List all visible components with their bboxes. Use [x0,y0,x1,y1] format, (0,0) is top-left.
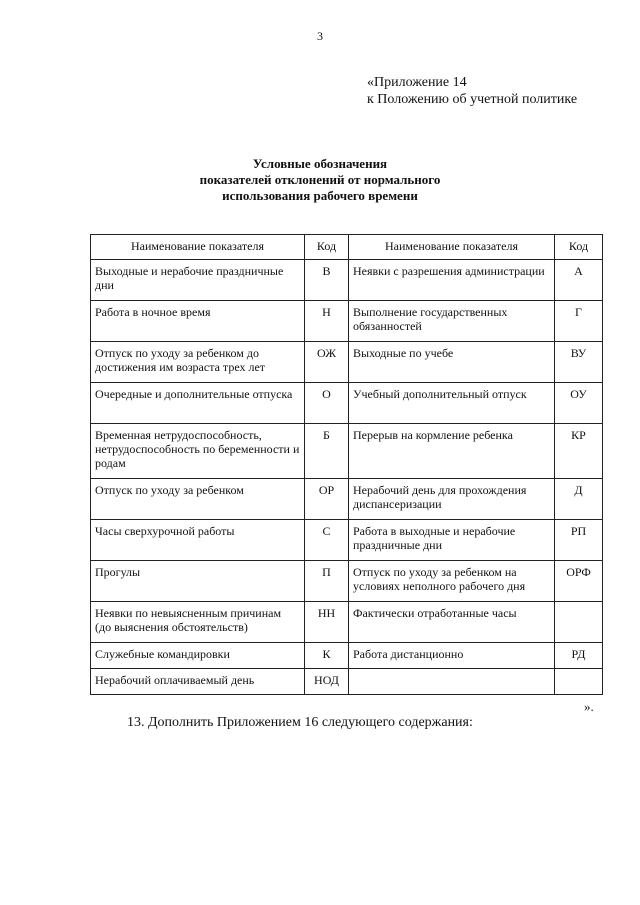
appendix-line-2: к Положению об учетной политике [367,92,578,107]
row-code-1: Б [305,424,349,479]
row-code-2: КР [555,424,603,479]
row-code-2: А [555,260,603,301]
row-name-1: Нерабочий оплачиваемый день [91,669,305,695]
table-row [91,643,603,669]
row-name-1: Очередные и дополнительные отпуска [91,383,305,424]
table-row [91,479,603,520]
codes-table [90,234,603,695]
document-title [0,156,640,204]
row-code-2: Д [555,479,603,520]
header-name-2: Наименование показателя [349,235,555,260]
row-name-2: Неявки с разрешения администрации [349,260,555,301]
row-code-1: В [305,260,349,301]
row-code-2 [555,669,603,695]
table-row [91,383,603,424]
row-code-1: ОЖ [305,342,349,383]
row-name-2: Выполнение государственных обязанностей [349,301,555,342]
header-name-1: Наименование показателя [91,235,305,260]
table-row [91,669,603,695]
row-name-1: Отпуск по уходу за ребенком [91,479,305,520]
row-name-2: Учебный дополнительный отпуск [349,383,555,424]
appendix-reference [367,74,577,108]
row-code-1: НОД [305,669,349,695]
table-row [91,520,603,561]
row-name-2: Работа в выходные и нерабочие праздничные дни [349,520,555,561]
row-name-2: Выходные по учебе [349,342,555,383]
row-name-2: Фактически отработанные часы [349,602,555,643]
row-code-1: НН [305,602,349,643]
row-code-2: Г [555,301,603,342]
title-line-3: использования рабочего времени [222,188,418,203]
row-name-2: Перерыв на кормление ребенка [349,424,555,479]
row-name-2 [349,669,555,695]
row-name-1: Часы сверхурочной работы [91,520,305,561]
title-line-2: показателей отклонений от нормального [199,172,441,187]
row-name-2: Работа дистанционно [349,643,555,669]
header-code-1: Код [305,235,349,260]
appendix-line-1: «Приложение 14 [367,75,467,90]
table-row [91,424,603,479]
row-code-1: П [305,561,349,602]
row-code-1: Н [305,301,349,342]
page-number: 3 [317,29,323,43]
row-code-2: ОРФ [555,561,603,602]
table-row [91,301,603,342]
row-name-1: Прогулы [91,561,305,602]
row-code-2: ОУ [555,383,603,424]
table-row [91,342,603,383]
row-name-1: Работа в ночное время [91,301,305,342]
table-row [91,561,603,602]
row-code-1: О [305,383,349,424]
row-name-1: Отпуск по уходу за ребенком до достижения им возраста трех лет [91,342,305,383]
row-name-1: Служебные командировки [91,643,305,669]
row-code-2: РД [555,643,603,669]
closing-quote: ». [584,699,594,714]
row-name-2: Нерабочий день для прохождения диспансеризации [349,479,555,520]
table-header-row [91,235,603,260]
row-code-1: К [305,643,349,669]
row-code-2 [555,602,603,643]
row-name-1: Временная нетрудоспособность, нетрудоспособность по беременности и родам [91,424,305,479]
row-name-2: Отпуск по уходу за ребенком на условиях неполного рабочего дня [349,561,555,602]
row-name-1: Неявки по невыясненным причинам (до выяснения обстоятельств) [91,602,305,643]
table-row [91,602,603,643]
row-code-1: ОР [305,479,349,520]
row-code-2: ВУ [555,342,603,383]
row-code-1: С [305,520,349,561]
paragraph-13: 13. Дополнить Приложением 16 следующего содержания: [127,715,473,730]
title-line-1: Условные обозначения [252,156,388,171]
row-name-1: Выходные и нерабочие праздничные дни [91,260,305,301]
header-code-2: Код [555,235,603,260]
table-row [91,260,603,301]
row-code-2: РП [555,520,603,561]
